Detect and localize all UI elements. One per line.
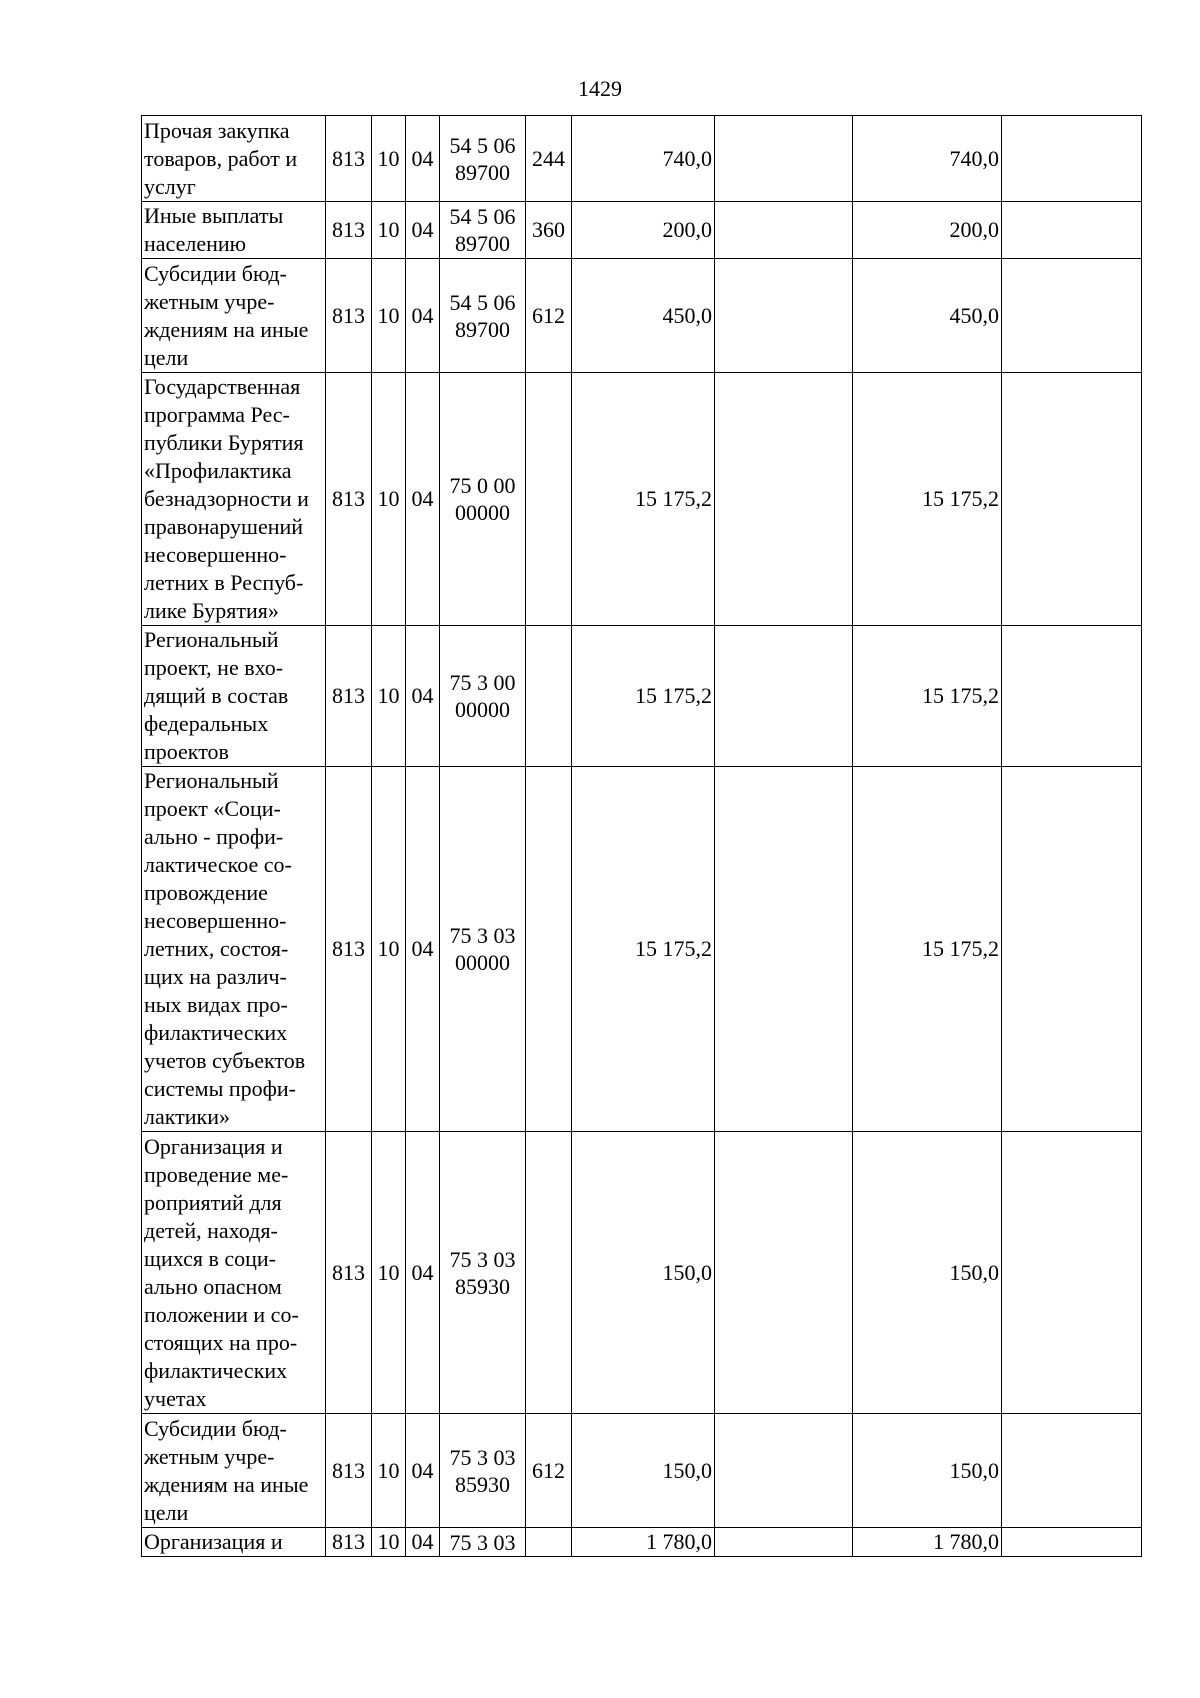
cell-regional-funds: 15 175,2 [853, 626, 1002, 767]
target-article-line: 75 3 03 [449, 1444, 516, 1470]
cell-amount: 150,0 [572, 1132, 715, 1414]
cell-target-article [440, 1528, 526, 1557]
name-line: федеральных [144, 711, 269, 736]
cell-subsection: 04 [406, 626, 440, 767]
table-body [142, 116, 1142, 1557]
cell-section: 10 [372, 1414, 406, 1528]
cell-amount: 740,0 [572, 116, 715, 202]
name-line: летних, состоя- [144, 936, 289, 961]
cell-section: 10 [372, 259, 406, 373]
budget-table [141, 115, 1142, 1557]
cell-regional-funds: 150,0 [853, 1132, 1002, 1414]
cell-ministry: 813 [326, 259, 372, 373]
target-article-line: 89700 [455, 316, 510, 342]
cell-target-article [440, 1414, 526, 1528]
cell-other-funds [1002, 1132, 1142, 1414]
cell-other-funds [1002, 116, 1142, 202]
name-line: правонарушений [144, 514, 304, 539]
cell-other-funds [1002, 202, 1142, 259]
cell-name [142, 259, 326, 373]
cell-amount: 200,0 [572, 202, 715, 259]
cell-expense-type: 612 [526, 259, 572, 373]
name-line: проектов [144, 739, 229, 764]
cell-name [142, 202, 326, 259]
target-article-line: 89700 [455, 231, 510, 256]
cell-subsection: 04 [406, 373, 440, 626]
cell-other-funds [1002, 259, 1142, 373]
table-row [142, 626, 1142, 767]
name-line: Субсидии бюд- [144, 260, 287, 286]
name-line: дящий в состав [144, 683, 289, 708]
cell-other-funds [1002, 1414, 1142, 1528]
cell-subsection: 04 [406, 1414, 440, 1528]
name-line: безнадзорности и [144, 486, 309, 511]
table-row [142, 1414, 1142, 1528]
cell-ministry: 813 [326, 767, 372, 1132]
cell-amount: 15 175,2 [572, 373, 715, 626]
cell-amount: 450,0 [572, 259, 715, 373]
table-row [142, 373, 1142, 626]
name-line: цели [144, 1499, 189, 1525]
cell-subsection: 04 [406, 1528, 440, 1557]
name-line: летних в Респуб- [144, 570, 304, 595]
cell-ministry: 813 [326, 1132, 372, 1414]
cell-target-article [440, 202, 526, 259]
cell-expense-type: 360 [526, 202, 572, 259]
cell-ministry: 813 [326, 1414, 372, 1528]
name-line: несовершенно- [144, 908, 287, 933]
target-article-line: 89700 [455, 159, 510, 185]
name-line: «Профилактика [144, 458, 292, 483]
table-row [142, 202, 1142, 259]
cell-regional-funds: 150,0 [853, 1414, 1002, 1528]
name-line: положении и со- [144, 1301, 299, 1327]
name-line: жетным учре- [144, 288, 275, 314]
cell-section: 10 [372, 626, 406, 767]
name-line: ждениям на иные [144, 316, 309, 342]
cell-expense-type [526, 626, 572, 767]
cell-other-funds [1002, 626, 1142, 767]
name-line: публики Бурятия [144, 430, 304, 455]
name-line: Прочая закупка [144, 117, 290, 143]
target-article-line: 54 5 06 [449, 289, 516, 315]
cell-regional-funds: 15 175,2 [853, 767, 1002, 1132]
cell-federal-funds [715, 373, 853, 626]
cell-federal-funds [715, 202, 853, 259]
name-line: роприятий для [144, 1189, 282, 1215]
name-line: Государственная [144, 374, 301, 399]
cell-expense-type [526, 767, 572, 1132]
cell-name [142, 767, 326, 1132]
cell-name [142, 373, 326, 626]
name-line: учетах [144, 1385, 207, 1411]
cell-subsection: 04 [406, 1132, 440, 1414]
cell-federal-funds [715, 1414, 853, 1528]
cell-regional-funds: 740,0 [853, 116, 1002, 202]
cell-name [142, 116, 326, 202]
cell-federal-funds [715, 259, 853, 373]
name-line: несовершенно- [144, 542, 287, 567]
name-line: провождение [144, 880, 268, 905]
cell-ministry: 813 [326, 626, 372, 767]
table-row [142, 116, 1142, 202]
cell-name [142, 626, 326, 767]
name-line: Субсидии бюд- [144, 1415, 287, 1441]
name-line: проект, не вхо- [144, 655, 284, 680]
cell-target-article [440, 116, 526, 202]
cell-ministry: 813 [326, 202, 372, 259]
cell-federal-funds [715, 767, 853, 1132]
cell-name [142, 1414, 326, 1528]
cell-expense-type [526, 1528, 572, 1557]
cell-other-funds [1002, 373, 1142, 626]
name-line: Региональный [144, 768, 279, 793]
name-line: услуг [144, 173, 196, 199]
name-line: лике Бурятия» [144, 598, 279, 623]
cell-regional-funds: 1 780,0 [853, 1528, 1002, 1557]
cell-name [142, 1528, 326, 1557]
table-row [142, 767, 1142, 1132]
target-article-line: 85930 [455, 1273, 510, 1299]
target-article-line: 00000 [455, 950, 510, 975]
cell-expense-type [526, 1132, 572, 1414]
cell-name [142, 1132, 326, 1414]
target-article-line: 54 5 06 [449, 204, 516, 229]
cell-federal-funds [715, 1528, 853, 1557]
name-line: лактики» [144, 1104, 230, 1129]
cell-subsection: 04 [406, 259, 440, 373]
name-line: товаров, работ и [144, 145, 298, 171]
name-line: жетным учре- [144, 1443, 275, 1469]
cell-amount: 15 175,2 [572, 767, 715, 1132]
name-line: детей, находя- [144, 1217, 278, 1243]
name-line: филактических [144, 1020, 288, 1045]
cell-section: 10 [372, 116, 406, 202]
target-article-line: 75 3 03 [449, 1246, 516, 1272]
cell-subsection: 04 [406, 767, 440, 1132]
cell-amount: 150,0 [572, 1414, 715, 1528]
cell-federal-funds [715, 626, 853, 767]
target-article-line: 75 3 00 [449, 670, 516, 695]
name-line: стоящих на про- [144, 1329, 298, 1355]
name-line: лактическое со- [144, 852, 292, 877]
name-line: филактических [144, 1357, 288, 1383]
name-line: ально опасном [144, 1273, 282, 1299]
name-line: цели [144, 344, 189, 370]
cell-section: 10 [372, 1528, 406, 1557]
name-line: ально - профи- [144, 824, 284, 849]
name-line: Организация и [144, 1133, 283, 1159]
name-line: Региональный [144, 627, 279, 652]
cell-section: 10 [372, 1132, 406, 1414]
cell-expense-type [526, 373, 572, 626]
cell-other-funds [1002, 767, 1142, 1132]
target-article-line: 00000 [455, 697, 510, 722]
name-line: ждениям на иные [144, 1471, 309, 1497]
name-line: Организация и [144, 1529, 283, 1554]
name-line: населению [144, 231, 247, 256]
cell-federal-funds [715, 116, 853, 202]
cell-target-article [440, 373, 526, 626]
cell-target-article [440, 259, 526, 373]
cell-section: 10 [372, 202, 406, 259]
cell-ministry: 813 [326, 1528, 372, 1557]
cell-federal-funds [715, 1132, 853, 1414]
table-row [142, 1528, 1142, 1557]
target-article-line: 75 3 03 [449, 1529, 516, 1555]
cell-regional-funds: 200,0 [853, 202, 1002, 259]
target-article-line: 85930 [455, 1471, 510, 1497]
name-line: щихся в соци- [144, 1245, 276, 1271]
name-line: программа Рес- [144, 402, 290, 427]
cell-amount: 1 780,0 [572, 1528, 715, 1557]
name-line: проект «Соци- [144, 796, 281, 821]
cell-other-funds [1002, 1528, 1142, 1557]
target-article-line: 75 0 00 [449, 473, 516, 498]
name-line: щих на различ- [144, 964, 287, 989]
target-article-line: 54 5 06 [449, 132, 516, 158]
name-line: Иные выплаты [144, 203, 284, 228]
target-article-line: 75 3 03 [449, 923, 516, 948]
cell-target-article [440, 767, 526, 1132]
cell-subsection: 04 [406, 202, 440, 259]
page-number: 1429 [578, 76, 622, 101]
cell-section: 10 [372, 767, 406, 1132]
cell-amount: 15 175,2 [572, 626, 715, 767]
cell-expense-type: 244 [526, 116, 572, 202]
cell-regional-funds: 450,0 [853, 259, 1002, 373]
cell-target-article [440, 626, 526, 767]
cell-target-article [440, 1132, 526, 1414]
name-line: учетов субъектов [144, 1048, 306, 1073]
name-line: ных видах про- [144, 992, 288, 1017]
cell-ministry: 813 [326, 116, 372, 202]
name-line: проведение ме- [144, 1161, 289, 1187]
cell-ministry: 813 [326, 373, 372, 626]
name-line: системы профи- [144, 1076, 297, 1101]
cell-expense-type: 612 [526, 1414, 572, 1528]
cell-regional-funds: 15 175,2 [853, 373, 1002, 626]
cell-subsection: 04 [406, 116, 440, 202]
target-article-line: 00000 [455, 500, 510, 525]
table-row [142, 259, 1142, 373]
cell-section: 10 [372, 373, 406, 626]
table-row [142, 1132, 1142, 1414]
